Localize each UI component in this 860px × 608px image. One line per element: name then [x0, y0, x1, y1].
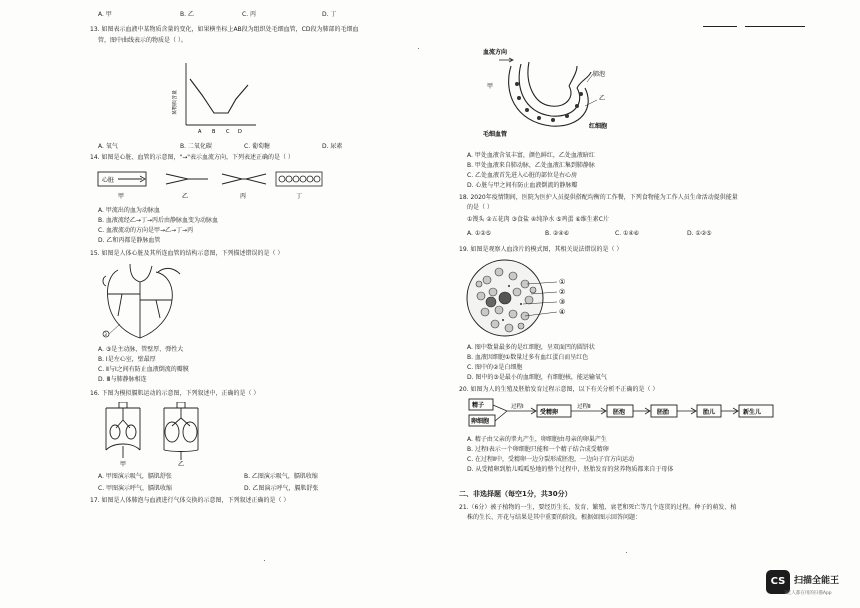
header-rule: [703, 26, 737, 27]
scan-speck: [626, 552, 627, 553]
option: A. 甲流出的血为动脉血: [98, 207, 160, 214]
q20-flow-newborn: 新生儿: [743, 409, 762, 416]
q13-tick-a: A: [198, 129, 202, 135]
option: C. 图中的②是白细胞: [467, 364, 523, 371]
option: D. Ⅲ与肺静脉相连: [98, 376, 147, 383]
option: D. 尿素: [322, 143, 343, 150]
question-13-stem-2: 管，图中曲线表示的物质是（ ）。: [98, 37, 187, 44]
question-21-stem-2: 株的生长、开花与结果是其中重要的阶段。根据如图示回答问题：: [467, 514, 642, 521]
question-17-stem: 17. 如图是人体肺泡与血液进行气体交换的示意图，下列叙述正确的是（ ）: [90, 497, 290, 504]
q20-arrow-2: 过程Ⅱ: [577, 404, 591, 410]
option: B. 乙: [180, 11, 194, 18]
question-18-stem-2: 的是（ ）: [467, 204, 493, 211]
left-column: [84, 0, 474, 608]
q14-label-yi: 乙: [182, 193, 189, 200]
q13-tick-b: B: [212, 129, 216, 135]
option: C. 在过程Ⅱ中，受精卵一边分裂形成胚泡，一边向子宫方向运动: [467, 456, 634, 463]
q16-diaphragm-figure: [100, 402, 210, 468]
option: B. 乙图演示吸气，膈肌收缩: [244, 473, 318, 480]
question-15-stem: 15. 如图是人体心脏及其所连血管的结构示意图，下列描述错误的是（ ）: [90, 250, 284, 257]
question-18-stem: 18. 2020年疫情期间，医院为医护人员提供搭配均衡的工作餐，下列食物能为工作人员生命活动提供能量: [459, 194, 738, 201]
question-14-stem: 14. 如图是心脏、血管的示意图，"→"表示血流方向，下列表述正确的是（ ）: [90, 154, 294, 161]
q20-flow-embryo: 胚胎: [657, 409, 670, 416]
option: D. 从受精卵到胎儿呱呱坠地的整个过程中，胚胎发育的营养物质都来自于母体: [467, 466, 674, 473]
svg-text:3: 3: [104, 332, 107, 337]
header-rule: [745, 26, 805, 27]
scanner-subtitle: 3亿人都在用的扫描App: [784, 591, 832, 596]
option: A. ①②⑤: [467, 230, 491, 237]
q17-label-jia: 甲: [487, 83, 494, 90]
q17-label-yi: 乙: [599, 95, 606, 102]
q20-flow-blastocyst: 胚泡: [613, 409, 626, 416]
q13-tick-d: D: [238, 129, 242, 135]
scan-speck: [264, 560, 265, 561]
q14-label-jia: 甲: [118, 193, 125, 200]
scanner-title: 扫描全能王: [794, 576, 840, 586]
question-18-items: ①馒头 ②五花肉 ③食盐 ④纯净水 ⑤鸡蛋 ⑥维生素C片: [467, 216, 609, 223]
option: B. 甲处血液来自肺动脉，乙处血液汇集到肺静脉: [467, 162, 595, 169]
q17-flow-label: 血流方向: [483, 49, 508, 56]
right-column: [455, 0, 835, 608]
scanner-watermark: [766, 570, 850, 600]
option: D. 丁: [322, 11, 337, 18]
q20-flow-figure: [467, 397, 787, 431]
option: B. 二氧化碳: [180, 143, 212, 150]
section-2-title: 二、非选择题（每空1分，共30分）: [459, 490, 572, 498]
question-13-stem: 13. 如图表示血液中某物质含量的变化，如果横坐标上AB段为组织处毛细血管，CD段为肺部的毛细血: [90, 26, 359, 33]
option: A. ③是主动脉，管壁厚、弹性大: [98, 346, 184, 353]
q20-flow-fetus: 胎儿: [703, 409, 716, 416]
q20-arrow-1: 过程Ⅰ: [511, 404, 524, 410]
option: D. ①②⑤: [687, 230, 712, 237]
q19-marker-3: ③: [559, 298, 566, 306]
q13-curve: [190, 79, 248, 113]
q19-marker-4: ④: [559, 308, 566, 316]
option: C. 血液流动的方向是甲→乙→丁→丙: [98, 227, 194, 234]
question-16-stem: 16. 下图为模拟膈肌运动的示意图，下列叙述中，正确的是（ ）: [90, 390, 260, 397]
q17-label-alveolus: 肺泡: [593, 71, 606, 78]
q20-flow-sperm: 精子: [472, 402, 485, 409]
option: D. 乙和丙都是静脉血管: [98, 237, 161, 244]
q16-label-jia: 甲: [120, 461, 127, 468]
q13-tick-c: C: [226, 129, 230, 135]
q15-heart-figure: [100, 260, 186, 344]
q14-label-bing: 丙: [240, 193, 247, 200]
option: A. 甲: [98, 11, 112, 18]
option: B. 血液因细胞①数量过多有血红蛋白而呈红色: [467, 354, 589, 361]
q14-label-ding: 丁: [296, 193, 303, 200]
q16-label-yi: 乙: [178, 461, 185, 468]
option: A. 图中数量最多的是红细胞，呈双面凹的圆饼状: [467, 344, 595, 351]
option: C. ①④⑥: [615, 230, 640, 237]
option: B. ②④⑥: [545, 230, 570, 237]
q19-marker-1: ①: [559, 278, 566, 286]
option: C. 丙: [242, 11, 257, 18]
q17-alveolus-figure: [481, 42, 631, 142]
option: A. 甲处血液含氧丰富，颜色鲜红，乙处血液暗红: [467, 152, 595, 159]
q17-label-capillary: 毛细血管: [483, 131, 508, 138]
option: A. 精子由父亲的睾丸产生，卵细胞由母亲的卵巢产生: [467, 436, 607, 443]
option: B. Ⅰ是左心室，壁最厚: [98, 356, 156, 363]
question-21-stem: 21.（6分）被子植物的一生，要经历生长、发育、繁殖、衰老和死亡等几个连贯的过程。种子的萌发、植: [459, 504, 737, 511]
scanner-logo-icon: CS: [766, 570, 790, 594]
q19-blood-smear-figure: [465, 258, 585, 342]
q19-marker-2: ②: [559, 288, 566, 296]
option: D. 图中的③是最小的血细胞，有细胞核，能运输氧气: [467, 374, 607, 381]
q14-vessel-figure: [96, 164, 326, 206]
question-20-stem: 20. 如图为人的生殖及胚胎发育过程示意图，以下有关分析不正确的是（ ）: [459, 386, 659, 393]
option: C. 乙处血液首先进入心脏的部位是右心房: [467, 172, 578, 179]
scan-speck: [418, 48, 419, 49]
option: A. 氧气: [98, 143, 118, 150]
q20-flow-zygote: 受精卵: [540, 409, 559, 416]
q13-curve-figure: [172, 55, 262, 139]
option: D. 乙图演示呼气，膈肌舒张: [244, 485, 319, 492]
question-19-stem: 19. 如图是观察人血涂片的模式图，其相关说法错误的是（ ）: [459, 246, 623, 253]
option: A. 甲图演示吸气，膈肌舒张: [98, 473, 172, 480]
q17-label-rbc: 红细胞: [589, 123, 608, 130]
option: C. Ⅱ与Ⅰ之间有防止血液倒流的瓣膜: [98, 366, 189, 373]
q14-heart-label: 心脏: [102, 177, 115, 184]
q20-flow-egg: 卵细胞: [471, 418, 490, 425]
option: B. 过程Ⅰ表示一个卵细胞只能和一个精子结合成受精卵: [467, 446, 609, 453]
option: B. 血液流经乙→丁→丙后由静脉血变为动脉血: [98, 217, 218, 224]
option: C. 葡萄糖: [244, 143, 271, 150]
option: C. 甲图演示呼气，膈肌收缩: [98, 485, 173, 492]
q13-ylabel: 某物质含量: [172, 89, 178, 115]
option: D. 心脏与甲之间有防止血液倒流的静脉瓣: [467, 182, 578, 189]
